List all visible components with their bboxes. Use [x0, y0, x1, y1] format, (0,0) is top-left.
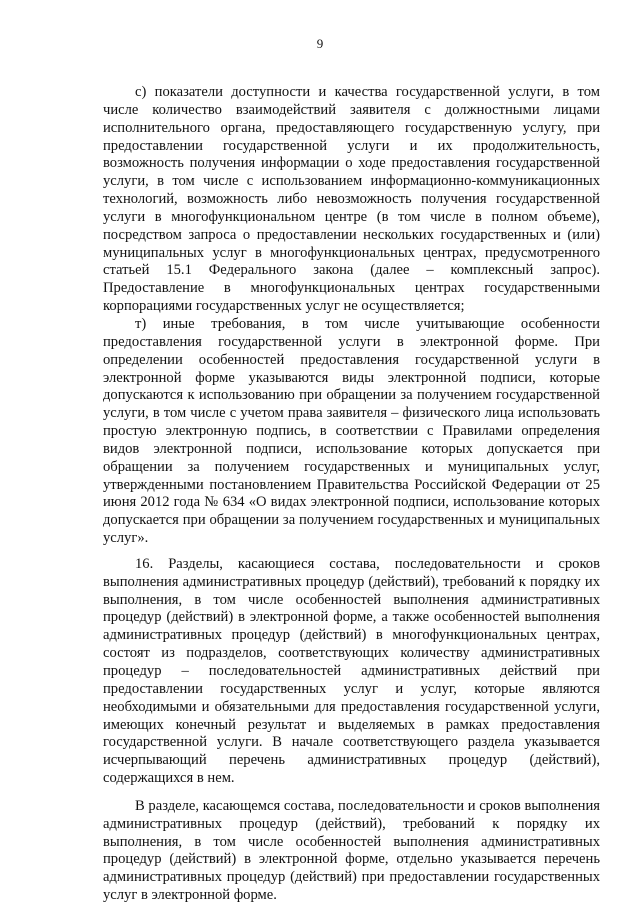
paragraph-16: 16. Разделы, касающиеся состава, последовательности и сроков выполнения административных процедур (действий), требований к порядку их выполнения, в том числе особенностей выполнения административных процедур (действий) в электронной форме, а также особенностей выполнения административных процедур (действий) в многофункциональных центрах, состоят из подразделов, соответствующих количеству административных процедур – последовательностей административных действий при предоставлении государственных услуг и услуг, которые являются необходимыми и обязательными для предоставления государственной услуги, имеющих конечный результат и выделяемых в рамках предоставления государственной услуги. В начале соответствующего раздела указывается исчерпывающий перечень административных процедур (действий), содержащихся в нем.	[103, 555, 600, 787]
paragraph-c: с) показатели доступности и качества государственной услуги, в том числе количество взаимодействий заявителя с должностными лицами исполнительного органа, предоставляющего государственную услугу, при предоставлении государственной услуги и их продолжительность, возможность получения информации о ходе предоставления государственной услуги, в том числе с использованием информационно-коммуникационных технологий, возможность либо невозможность получения государственной услуги в многофункциональном центре (в том числе в полном объеме), посредством запроса о предоставлении нескольких государственных и (или) муниципальных услуг в многофункциональных центрах, предусмотренного статьей 15.1 Федерального закона (далее – комплексный запрос). Предоставление в многофункциональных центрах государственными корпорациями государственных услуг не осуществляется;	[103, 84, 600, 315]
paragraph-t: т) иные требования, в том числе учитывающие особенности предоставления государственной услуги в электронной форме. При определении особенностей предоставления государственной услуги в электронной форме указываются виды электронной подписи, которые допускаются к использованию при обращении за получением государственной услуги, в том числе с учетом права заявителя – физического лица использовать простую электронную подпись, в соответствии с Правилами определения видов электронной подписи, использование которых допускается при обращении за получением государственных и муниципальных услуг, утвержденными постановлением Правительства Российской Федерации от 25 июня 2012 года № 634 «О видах электронной подписи, использование которых допускается при обращении за получением государственных и муниципальных услуг».	[103, 315, 600, 547]
document-body	[103, 84, 600, 905]
page-number: 9	[316, 36, 324, 51]
paragraph-section-note: В разделе, касающемся состава, последовательности и сроков выполнения административных процедур (действий), требований к порядку их выполнения, в том числе особенностей выполнения административных процедур (действий) в электронной форме, отдельно указывается перечень административных процедур (действий) при предоставлении государственных услуг в электронной форме.	[103, 797, 600, 904]
